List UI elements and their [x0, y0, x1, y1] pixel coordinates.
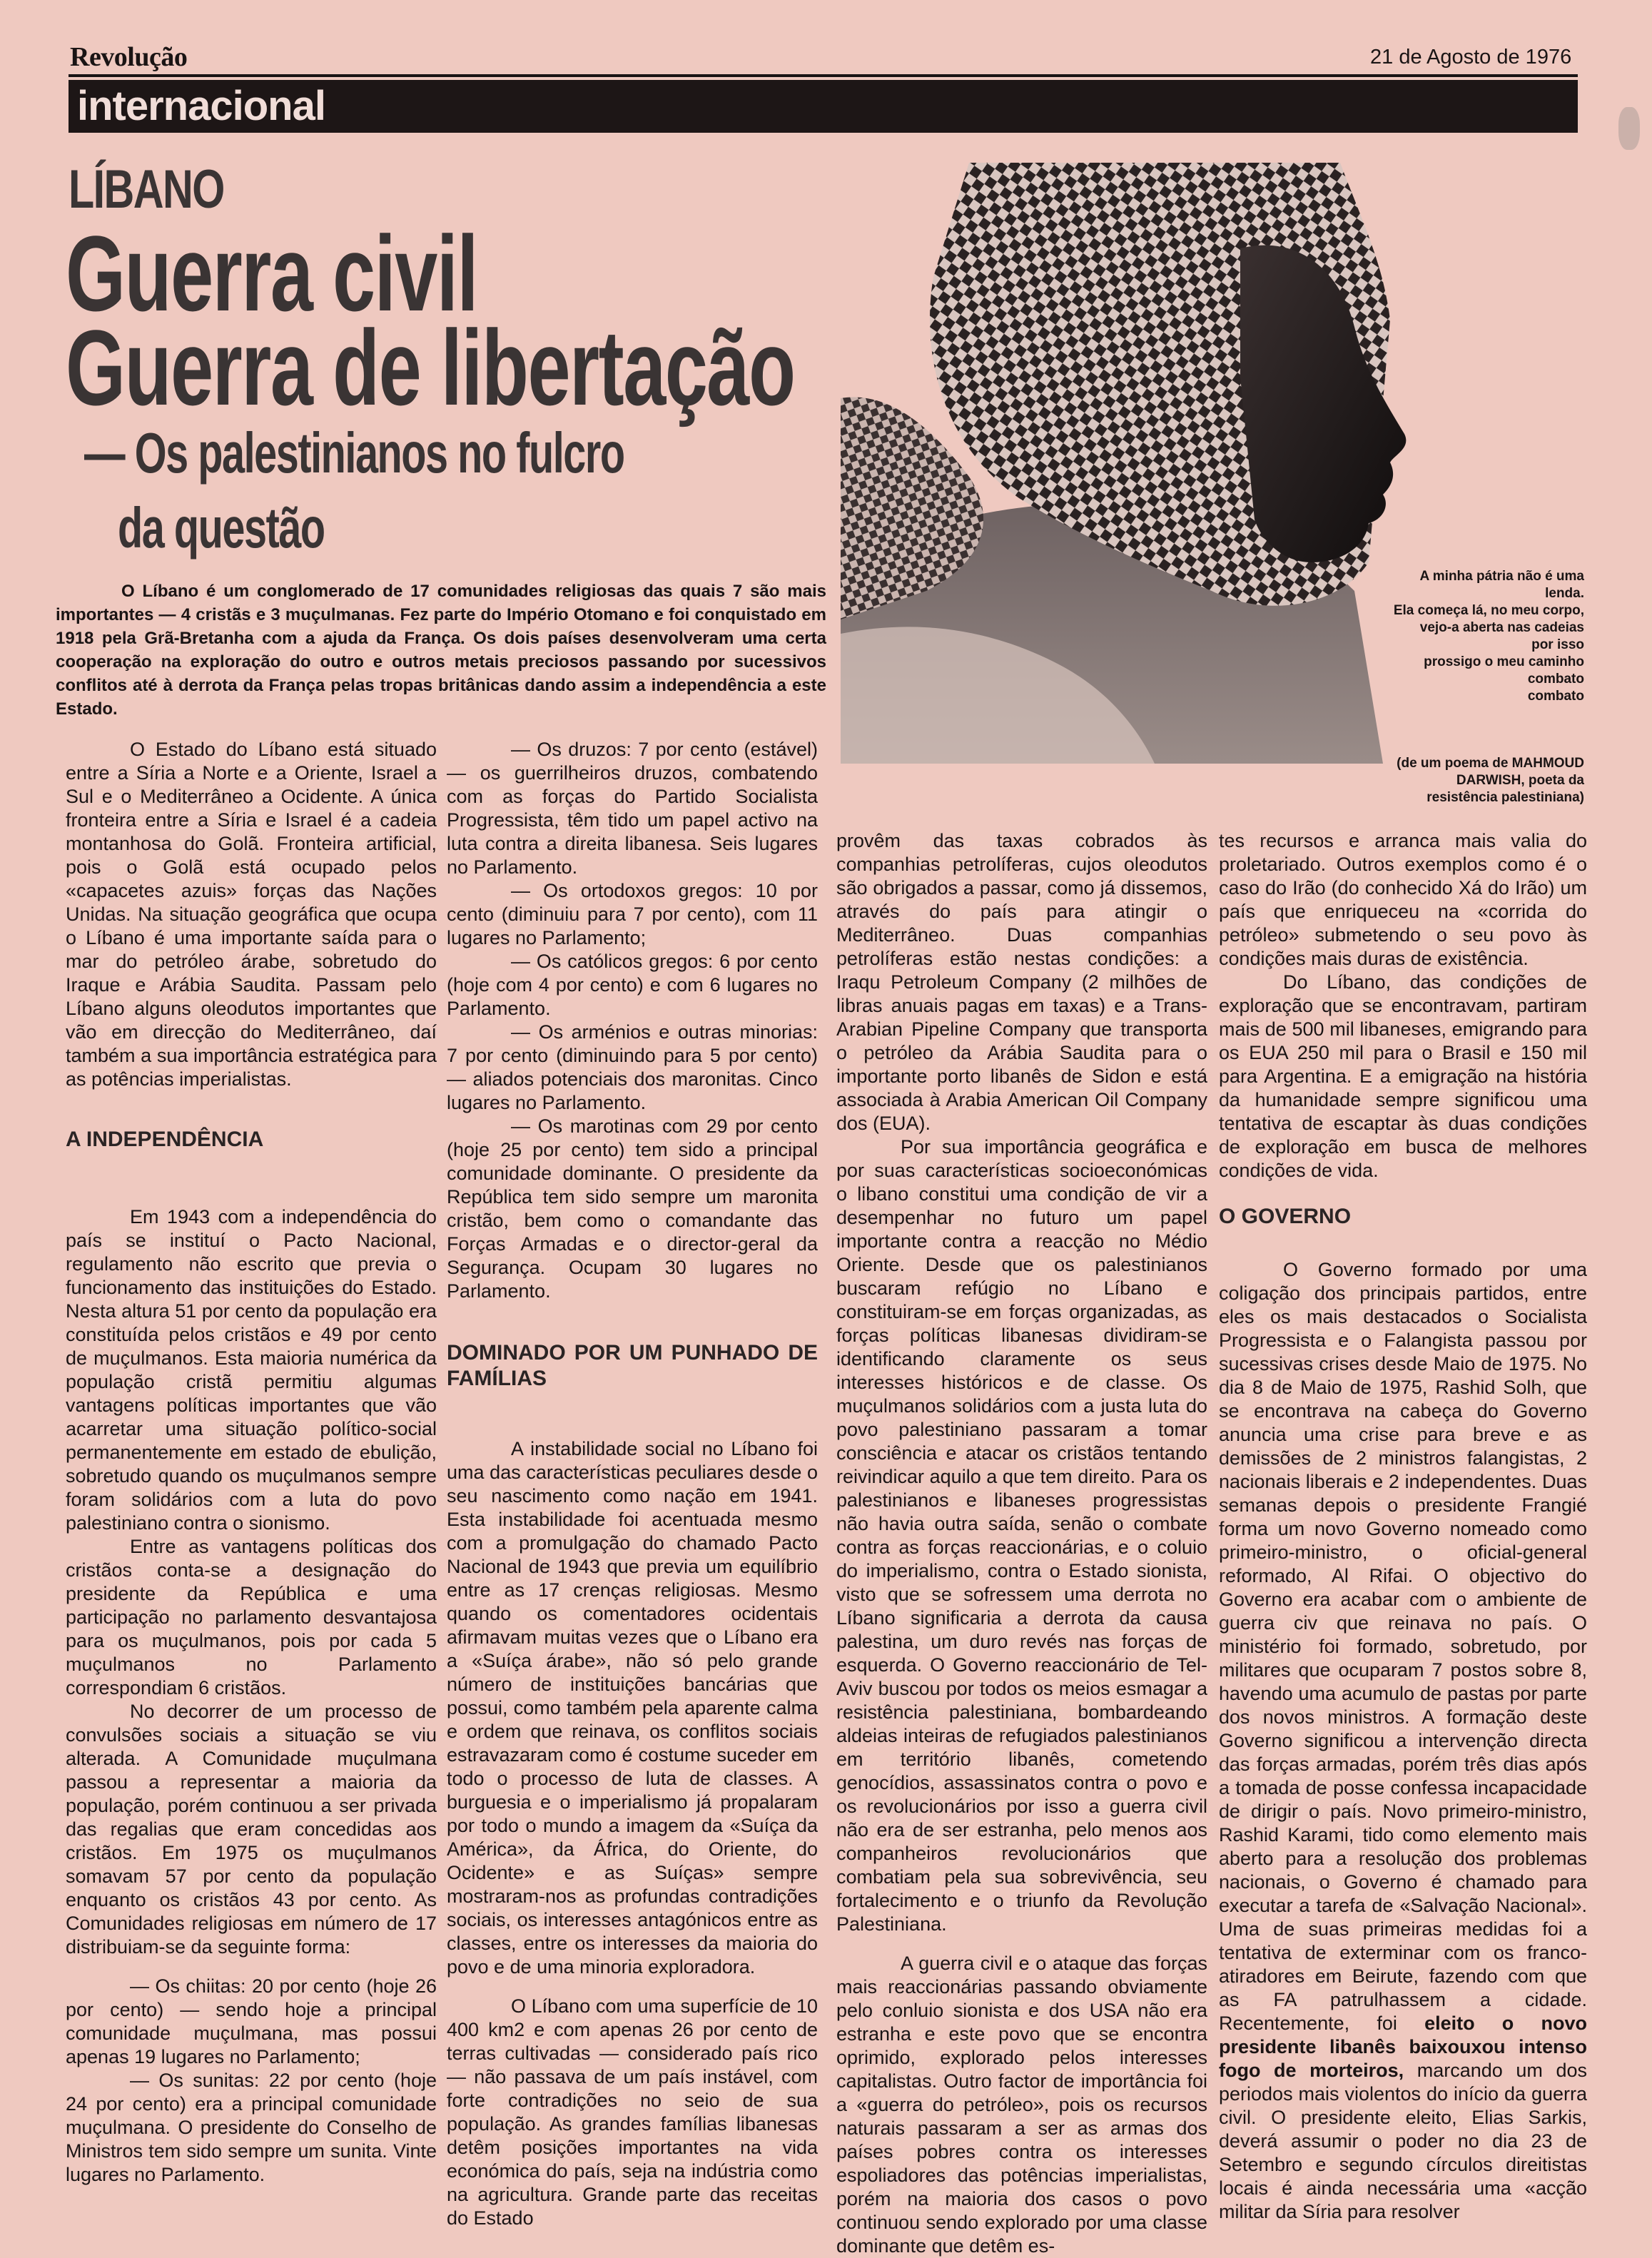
paragraph: — Os ortodoxos gregos: 10 por cento (diminuiu para 7 por cento), com 11 lugares no Parlamento;	[447, 880, 818, 948]
credit-line: (de um poema de MAHMOUD	[1397, 756, 1584, 771]
credit-line: DARWISH, poeta da	[1456, 773, 1584, 788]
article-column-3	[836, 829, 1207, 2258]
poem-caption	[1313, 568, 1584, 705]
subheading-independence: A INDEPENDÊNCIA	[66, 1128, 264, 1151]
poem-line: lenda.	[1545, 586, 1584, 601]
poem-line: combato	[1527, 672, 1584, 687]
subheading-families: DOMINADO POR UM PUNHADO DE FAMÍLIAS	[447, 1341, 818, 1390]
paragraph: Entre as vantagens políticas dos cristãos conta-se a designação do presidente da República e uma participação no parlamento desvantajosa para os muçulmanos, pois por cada 5 muçulmanos no Parlamento correspondiam 6 cristãos.	[66, 1536, 437, 1698]
paragraph: — Os druzos: 7 por cento (estável) — os guerrilheiros druzos, combatendo com as forças do Partido Socialista Progressista, têm tido um papel activo na luta contra a direita libanesa. Seis lugares no Parlamento.	[447, 739, 818, 878]
poem-line: A minha pátria não é uma	[1419, 569, 1584, 584]
poem-line: prossigo o meu caminho	[1424, 654, 1584, 669]
issue-date: 21 de Agosto de 1976	[1370, 46, 1572, 69]
paragraph: — Os marotinas com 29 por cento (hoje 25 por cento) tem sido a principal comunidade dominante. O presidente da República tem sido sempre um maronita cristão, bem como o comandante das Forças Armadas e o director-geral da Segurança. Ocupam 30 lugares no Parlamento.	[447, 1115, 818, 1302]
headline-line-4: da questão	[118, 496, 325, 560]
poem-credit	[1284, 755, 1584, 806]
paragraph-text: marcando um dos periodos mais violentos do início da guerra civil. O presidente eleito, Elias Sarkis, deverá assumir o poder no dia 23 de Setembro e segundo círculos direitistas locais é ainda necessária uma «acção militar da Síria para resolver	[1219, 2060, 1587, 2222]
paragraph: — Os chiitas: 20 por cento (hoje 26 por cento) — sendo hoje a principal comunidade muçulmana, mas possui apenas 19 lugares no Parlamento;	[66, 1975, 437, 2067]
section-title: internacional	[77, 83, 325, 129]
paragraph	[1219, 1258, 1587, 2224]
masthead: Revolução	[70, 42, 188, 72]
paragraph-bold-text: eleito o novo presidente libanês baixouxou intenso fogo de morteiros,	[1219, 2013, 1587, 2081]
paragraph: O Líbano com uma superfície de 10 400 km2 e com apenas 26 por cento de terras cultivadas — considerado país rico — não passava de um país instável, com forte contradições no seio de sua população. As grandes famílias libanesas detêm posições importantes na vida económica do país, seja na indústria como na agricultura. Grande parte das receitas do Estado	[447, 1995, 818, 2229]
page-edge-mark	[1618, 107, 1640, 150]
section-bar	[69, 80, 1578, 133]
paragraph: A guerra civil e o ataque das forças mais reaccionárias passando obviamente pelo conluio sionista e dos USA não era estranha e este povo que se encontra oprimido, explorado pelos interesses capitalistas. Outro factor de importância foi a «guerra do petróleo», pois os recursos naturais passaram a ser as armas dos países pobres contra os interesses espoliadores das potências imperialistas, porém na maioria dos casos o povo continuou sendo explorado por uma classe dominante que detêm es-	[836, 1953, 1207, 2257]
paragraph: — Os católicos gregos: 6 por cento (hoje com 4 por cento) e com 6 lugares no Parlamento.	[447, 951, 818, 1019]
poem-line: por isso	[1531, 637, 1584, 652]
headline-line-1: Guerra civil	[66, 213, 478, 333]
headline-kicker: LÍBANO	[69, 159, 224, 220]
credit-line: resistência palestiniana)	[1427, 790, 1584, 805]
paragraph-text: O Governo formado por uma coligação dos principais partidos, entre eles os mais destacados o Socialista Progressista e o Falangista passou por sucessivas crises desde Maio de 1975. No dia 8 de Maio de 1975, Rashid Solh, que se encontrava na cabeça do Governo anuncia uma crise para breve e as demissões de 2 ministros falangistas, 2 nacionais liberais e 2 independentes. Duas semanas depois o presidente Frangié forma um novo Governo nomeado como primeiro-ministro, o oficial-general reformado, Al Rifai. O objectivo do Governo era acabar com o ambiente de guerra civ que reinava no país. O ministério foi formado, sobretudo, por militares que ocuparam 7 postos sobre 8, havendo uma acumulo de pastas por parte dos novos ministros. A formação deste Governo significou a intervenção directa das forças armadas, porém três dias após a tomada de posse confessa incapacidade de dirigir o país. Novo primeiro-ministro, Rashid Karami, tido como elemento mais aberto para a resolução dos problemas nacionais, o Governo é chamado para executar a tarefa de «Salvação Nacional». Uma de suas primeiras medidas foi a tentativa de exterminar com os franco-atiradores em Beirute, fazendo com que as FA patrulhassem a cidade. Recentemente, foi	[1219, 1259, 1587, 2034]
headline-line-3: — Os palestinianos no fulcro	[84, 421, 624, 485]
paragraph: O Estado do Líbano está situado entre a Síria a Norte e a Oriente, Israel a Sul e o Mediterrâneo a Ocidente. A única fronteira entre a Síria e Israel é a cadeia montanhosa do Golã. Fronteira artificial, pois o Golã está ocupado pelos «capacetes azuis» forças das Nações Unidas. Na situação geográfica que ocupa o Líbano é uma importante saída para o mar do petróleo árabe, sobretudo do Iraque e Arábia Saudita. Passam pelo Líbano alguns oleodutos importantes que vão em direcção do Mediterrâneo, daí também a sua importância estratégica para as potências imperialistas.	[66, 739, 437, 1090]
paragraph: Do Líbano, das condições de exploração que se encontravam, partiram mais de 500 mil libaneses, emigrando para os EUA 250 mil para o Brasil e 150 mil para Argentina. E a emigração na história da humanidade sempre significou uma tentativa de escaptar às duas condições de exploração em busca de melhores condições de vida.	[1219, 971, 1587, 1181]
paragraph: tes recursos e arranca mais valia do proletariado. Outros exemplos como é o caso do Irão (do conhecido Xá do Irão) um país que enriqueceu na «corrida do petróleo» submetendo o seu povo às condições mais duras de existência.	[1219, 830, 1587, 969]
poem-line: combato	[1527, 689, 1584, 704]
subheading-government: O GOVERNO	[1219, 1205, 1352, 1228]
paragraph: Por sua importância geográfica e por suas características socioeconómicas o libano constitui uma condição de vir a desempenhar no futuro um papel importante contra a reacção no Médio Oriente. Desde que os palestinianos buscaram refúgio no Líbano e constituiram-se em forças organizadas, as forças políticas libanesas dividiram-se identificando claramente os seus interesses históricos e de classe. Os muçulmanos solidários com a justa luta do povo palestiniano passaram a tomar consciência e atacar os cristãos tentando reivindicar aquilo a que tem direito. Para os palestinianos e libaneses progressistas não havia outra saída, senão o combate contra as forças reaccionárias, e o coluio do imperialismo, contra o Estado sionista, visto que se sofressem uma derrota no Líbano significaria a derrota da causa palestina, um duro revés nas forças de esquerda. O Governo reaccionário de Tel-Aviv buscou por todos os meios esmagar a resistência palestiniana, bombardeando aldeias inteiras de refugiados palestinianos em território libanês, cometendo genocídios, assassinatos contra o povo e os revolucionários por isso a guerra civil não era de ser estranha, pelo menos aos companheiros revolucionários que combatiam pela sua sobrevivência, seu fortalecimento e o triunfo da Revolução Palestiniana.	[836, 1136, 1207, 1935]
paragraph: provêm das taxas cobrados às companhias petrolíferas, cujos oleodutos são obrigados a passar, como já dissemos, através do país para atingir o Mediterrâneo. Duas companhias petrolíferas estão nestas condições: a Iraqu Petroleum Company (2 milhões de libras anuais pagas em taxas) e a Trans-Arabian Pipeline Company que transporta o petróleo da Arábia Saudita para o importante porto libanês de Sidon e está associada à Arabia American Oil Company dos (EUA).	[836, 830, 1207, 1134]
poem-line: vejo-a aberta nas cadeias	[1419, 620, 1584, 635]
paragraph: — Os sunitas: 22 por cento (hoje 24 por cento) era a principal comunidade muçulmana. O presidente do Conselho de Ministros tem sido sempre um sunita. Vinte lugares no Parlamento.	[66, 2070, 437, 2185]
paragraph: — Os arménios e outras minorias: 7 por cento (diminuindo para 5 por cento) — aliados potenciais dos maronitas. Cinco lugares no Parlamento.	[447, 1021, 818, 1113]
poem-line: Ela começa lá, no meu corpo,	[1393, 603, 1584, 618]
masthead-rule	[69, 74, 1578, 77]
article-column-2	[447, 738, 818, 2230]
article-column-1	[66, 738, 437, 2187]
article-column-4	[1219, 829, 1587, 2224]
paragraph: No decorrer de um processo de convulsões sociais a situação se viu alterada. A Comunidade muçulmana passou a representar a maioria da população, porém continuou a ser privada das regalias que eram concedidas aos cristãos. Em 1975 os muçulmanos somavam 57 por cento da população enquanto os cristãos 43 por cento. As Comunidades religiosas em número de 17 distribuiam-se da seguinte forma:	[66, 1701, 437, 1958]
headline-line-2: Guerra de libertação	[66, 308, 795, 427]
paragraph: A instabilidade social no Líbano foi uma das características peculiares desde o seu nascimento como nação em 1941. Esta instabilidade foi acentuada mesmo com a promulgação do chamado Pacto Nacional de 1943 que previa um equilíbrio entre as 17 crenças religiosas. Mesmo quando os comentadores ocidentais afirmavam muitas vezes que o Líbano era a «Suíça árabe», não só pelo grande número de instituições bancárias que possui, como também pela aparente calma e ordem que reinava, os conflitos sociais estravazaram como é costume suceder em todo o processo de luta de classes. A burguesia e o imperialismo já propalaram por todo o mundo a imagem da «Suíça da América», da África, do Oriente, do Ocidente» e as Suíças» sempre mostraram-nos as profundas contradições sociais, os interesses antagónicos entre as classes, entre os interesses da maioria do povo e de uma minoria exploradora.	[447, 1438, 818, 1978]
lead-paragraph: O Líbano é um conglomerado de 17 comunidades religiosas das quais 7 são mais importantes — 4 cristãs e 3 muçulmanas. Fez parte do Império Otomano e foi conquistado em 1918 pela Grã-Bretanha com a ajuda da França. Os dois países desenvolveram uma certa cooperação na exploração do outro e outros metais preciosos passando por sucessivos conflitos até à derrota da França pelas tropas britânicas dando assim a independência a este Estado.	[56, 582, 826, 719]
paragraph: Em 1943 com a independência do país se instituí o Pacto Nacional, regulamento não escrito que previa o funcionamento das instituições do Estado. Nesta altura 51 por cento da população era constituída pelos cristãos e 49 por cento de muçulmanos. Esta maioria numérica da população cristã permitiu algumas vantagens políticas importantes que vão acarretar uma situação político-social permanentemente em estado de ebulição, sobretudo quando os muçulmanos sempre foram solidários com a luta do povo palestiniano contra o sionismo.	[66, 1206, 437, 1534]
